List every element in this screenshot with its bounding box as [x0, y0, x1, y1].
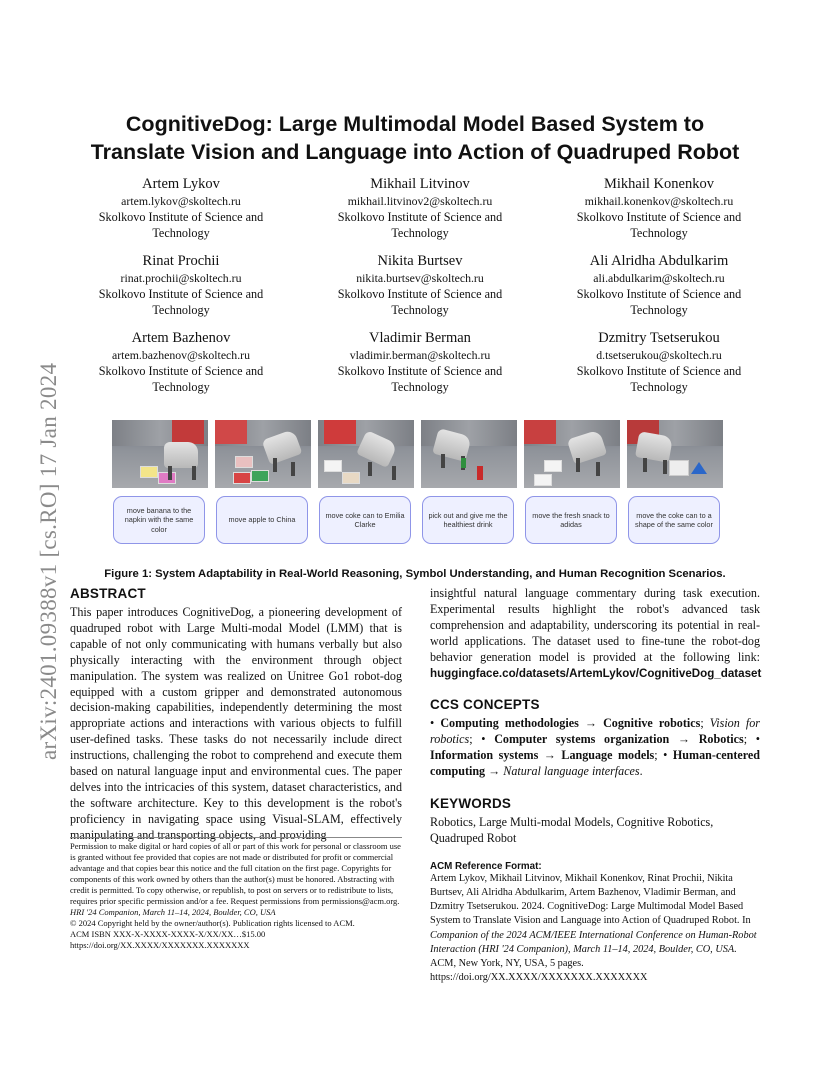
ccs-term: Human-centered computing →: [430, 748, 760, 779]
author-name: Mikhail Litvinov: [370, 176, 470, 192]
author-affiliation: Skolkovo Institute of Science and: [576, 210, 742, 224]
reference-tail: ACM, New York, NY, USA, 5 pages. https://doi.org/XX.XXXX/XXXXXXX.XXXXXXX: [430, 958, 648, 984]
abstract-continued: [430, 586, 760, 681]
right-column: [430, 586, 760, 986]
author-affiliation: Technology: [152, 380, 210, 394]
author-affiliation: Skolkovo Institute of Science and: [98, 364, 264, 378]
dataset-link[interactable]: huggingface.co/datasets/ArtemLykov/CognitiveDog_dataset: [430, 666, 762, 680]
author-affiliation: Skolkovo Institute of Science and: [98, 210, 264, 224]
author-affiliation: Skolkovo Institute of Science and: [576, 364, 742, 378]
ccs-term: Computing methodologies → Cognitive robotics: [440, 716, 701, 731]
author-affiliation: Skolkovo Institute of Science and: [337, 364, 503, 378]
author-email[interactable]: nikita.burtsev@skoltech.ru: [356, 271, 484, 285]
author-email[interactable]: vladimir.berman@skoltech.ru: [349, 348, 491, 362]
reference-venue: Companion of the 2024 ACM/IEEE International Conference on Human-Robot Interaction (HRI '24 Companion), March 11–14, 2024, Boulder, CO, USA.: [430, 929, 757, 955]
author-name: Nikita Burtsev: [377, 253, 463, 269]
arxiv-stamp: [14, 290, 61, 760]
author-affiliation: Skolkovo Institute of Science and: [576, 287, 742, 301]
author-name: Rinat Prochii: [142, 253, 220, 269]
figure-panel: [112, 420, 208, 548]
author: [548, 253, 770, 318]
author-email[interactable]: artem.lykov@skoltech.ru: [121, 194, 241, 208]
author-email[interactable]: rinat.prochii@skoltech.ru: [120, 271, 242, 285]
author-affiliation: Skolkovo Institute of Science and: [337, 287, 503, 301]
command-bubble: move coke can to Emilia Clarke: [319, 496, 411, 544]
abstract-heading: ABSTRACT: [70, 586, 146, 601]
copyright-line: © 2024 Copyright held by the owner/author(s). Publication rights licensed to ACM.: [70, 918, 355, 928]
figure-1: [112, 420, 726, 548]
robot-photo: [524, 420, 620, 488]
ccs-subterm: Natural language interfaces: [503, 764, 640, 779]
author-affiliation: Technology: [630, 226, 688, 240]
author-affiliation: Technology: [391, 226, 449, 240]
ccs-concepts: • Computing methodologies → Cognitive robotics; Vision for robotics; • Computer systems organization → Robotics; • Information systems → Language models; • Human-centered computing → Natural language interfaces.: [430, 716, 761, 779]
robot-photo: [215, 420, 311, 488]
copyright-footnote: [70, 837, 402, 951]
author-affiliation: Technology: [391, 380, 449, 394]
author: [309, 253, 531, 318]
author-affiliation: Technology: [152, 226, 210, 240]
left-column: [70, 586, 402, 844]
author-name: Mikhail Konenkov: [604, 176, 714, 192]
keywords-text: Robotics, Large Multi-modal Models, Cognitive Robotics, Quadruped Robot: [430, 815, 714, 845]
author-email[interactable]: mikhail.litvinov2@skoltech.ru: [347, 194, 493, 208]
figure-caption: Figure 1: System Adaptability in Real-World Reasoning, Symbol Understanding, and Human Recognition Scenarios.: [104, 568, 726, 580]
author-affiliation: Technology: [391, 303, 449, 317]
author-affiliation: Technology: [152, 303, 210, 317]
robot-photo: [627, 420, 723, 488]
keywords-heading: KEYWORDS: [430, 796, 512, 812]
acm-reference: [430, 872, 760, 986]
robot-photo: [421, 420, 517, 488]
author-block: [70, 176, 770, 395]
abstract-text: This paper introduces CognitiveDog, a pioneering development of quadruped robot with Large Multi-modal Model (LMM) that is capable of not only communicating with humans verbally but also physically interacting with the environment through object manipulation. The system was realized on Unitree Go1 robot-dog equipped with a custom gripper and demonstrated autonomous decision-making capabilities, independently determining the most appropriate actions and interactions with various objects to fulfill user-defined tasks. These tasks do not necessarily include direct instructions, challenging the robot to comprehend and execute them based on natural language input and environmental cues. The paper delves into the intricacies of this system, dataset characteristics, and the software architecture. Key to this development is the robot's proficiency in navigating space using Visual-SLAM, effectively manipulating and transporting objects, and providing: [70, 605, 402, 842]
ccs-heading: CCS CONCEPTS: [430, 697, 540, 713]
author-name: Vladimir Berman: [369, 330, 471, 346]
permission-notice: Permission to make digital or hard copies of all or part of this work for personal or classroom use is granted without fee provided that copies are not made or distributed for profit or commercial advantage and that copies bear this notice and the full citation on the first page. Copyrights for components of this work owned by others than the author(s) must be honored. Abstracting with credit is permitted. To copy otherwise, or republish, to post on servers or to redistribute to lists, requires prior specific permission and/or a fee. Request permissions from permissions@acm.org.: [70, 841, 401, 906]
author-email[interactable]: d.tsetserukou@skoltech.ru: [596, 348, 722, 362]
ccs-term: Information systems → Language models: [430, 748, 655, 763]
author-affiliation: Technology: [630, 380, 688, 394]
robot-photo: [318, 420, 414, 488]
command-bubble: move banana to the napkin with the same color: [113, 496, 205, 544]
robot-photo: [112, 420, 208, 488]
venue-line: HRI '24 Companion, March 11–14, 2024, Boulder, CO, USA: [70, 907, 276, 917]
command-bubble: move apple to China: [216, 496, 308, 544]
acm-reference-heading: ACM Reference Format:: [430, 860, 542, 872]
figure-panel: [318, 420, 414, 548]
arxiv-stamp-text: arXiv:2401.09388v1 [cs.RO] 17 Jan 2024: [36, 362, 61, 760]
ccs-subterm: Vision for robotics: [430, 716, 760, 747]
author-email[interactable]: mikhail.konenkov@skoltech.ru: [584, 194, 734, 208]
author: [548, 330, 770, 395]
abstract-continued-text: insightful natural language commentary during task execution. Experimental results highlight the robot's advanced task comprehension and adaptability, underscoring its potential in real-world applications. The dataset used to fine-tune the robot-dog behavior generation model is provided at the following link:: [430, 586, 760, 664]
author: [70, 176, 292, 241]
command-bubble: move the fresh snack to adidas: [525, 496, 617, 544]
author-name: Artem Lykov: [142, 176, 220, 192]
figure-panel: [421, 420, 517, 548]
paper-title: [70, 110, 760, 166]
figure-panel: [215, 420, 311, 548]
author-affiliation: Technology: [630, 303, 688, 317]
ccs-term: Computer systems organization → Robotics: [494, 732, 744, 747]
reference-text: Artem Lykov, Mikhail Litvinov, Mikhail Konenkov, Rinat Prochii, Nikita Burtsev, Ali Alridha Abdulkarim, Artem Bazhenov, Vladimir Berman, and Dzmitry Tsetserukou. 2024. CognitiveDog: Large Multimodal Model Based System to Translate Vision and Language into Action of Quadruped Robot. In: [430, 872, 751, 927]
title-line-2: Translate Vision and Language into Action of Quadruped Robot: [90, 140, 740, 164]
author-name: Dzmitry Tsetserukou: [598, 330, 720, 346]
author-affiliation: Skolkovo Institute of Science and: [98, 287, 264, 301]
isbn-line: ACM ISBN XXX-X-XXXX-XXXX-X/XX/XX…$15.00: [70, 929, 266, 939]
author: [548, 176, 770, 241]
author: [70, 253, 292, 318]
title-line-1: CognitiveDog: Large Multimodal Model Based System to: [125, 112, 705, 136]
author-email[interactable]: artem.bazhenov@skoltech.ru: [112, 348, 250, 362]
figure-panel: [627, 420, 723, 548]
author-email[interactable]: ali.abdulkarim@skoltech.ru: [593, 271, 725, 285]
author-name: Ali Alridha Abdulkarim: [589, 253, 729, 269]
author-affiliation: Skolkovo Institute of Science and: [337, 210, 503, 224]
author: [70, 330, 292, 395]
doi-link[interactable]: https://doi.org/XX.XXXX/XXXXXXX.XXXXXXX: [70, 940, 250, 950]
command-bubble: move the coke can to a shape of the same color: [628, 496, 720, 544]
author: [309, 330, 531, 395]
author: [309, 176, 531, 241]
figure-panel: [524, 420, 620, 548]
author-name: Artem Bazhenov: [131, 330, 231, 346]
command-bubble: pick out and give me the healthiest drink: [422, 496, 514, 544]
